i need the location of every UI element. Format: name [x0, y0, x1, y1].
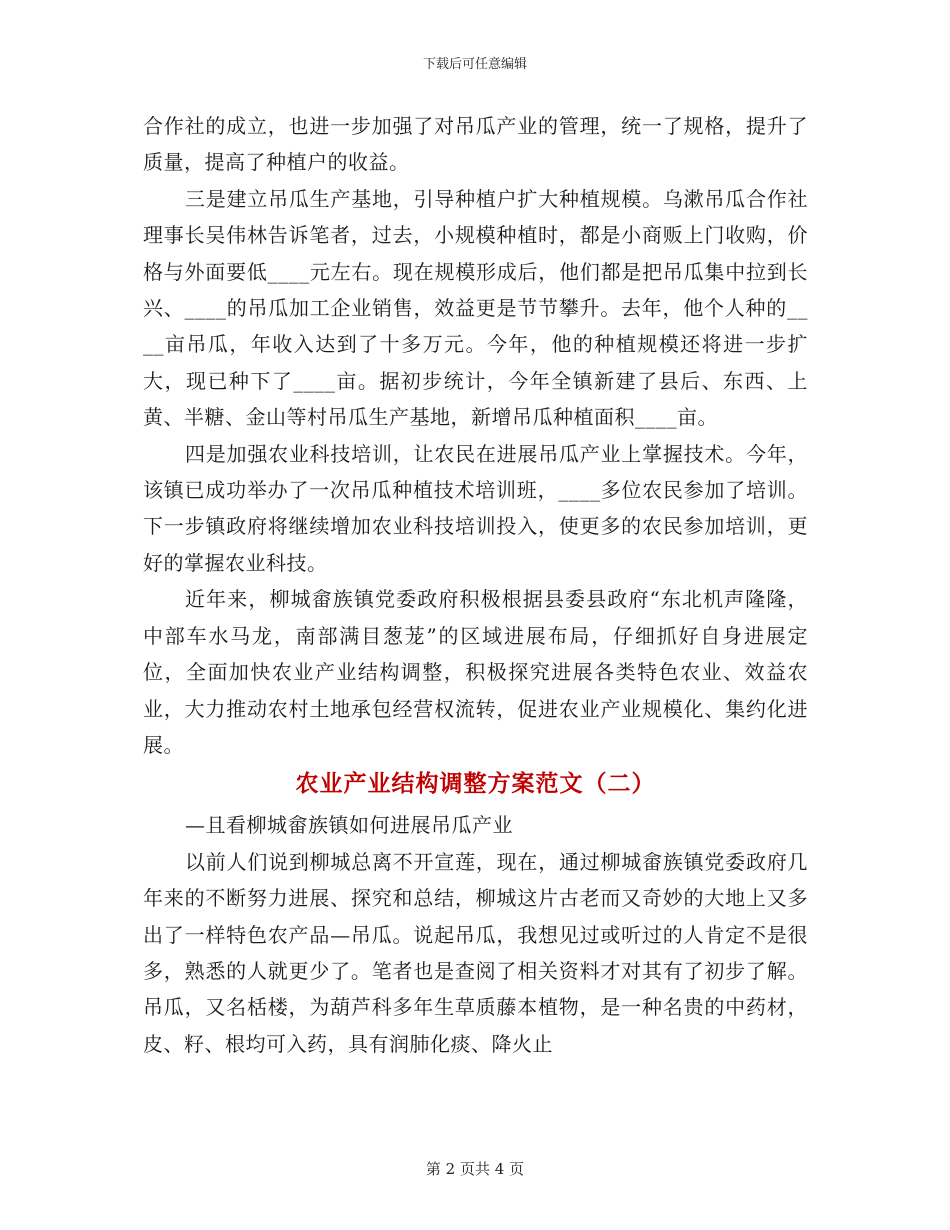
paragraph-4: 近年来，柳城畲族镇党委政府积极根据县委县政府“东北机声隆隆，中部车水马龙，南部满目葱茏”的区域进展布局，仔细抓好自身进展定位，全面加快农业产业结构调整，积极探究进展各类特色农业、效益农业，大力推动农村土地承包经营权流转，促进农业产业规模化、集约化进展。: [143, 587, 808, 757]
paragraph-3: 四是加强农业科技培训，让农民在进展吊瓜产业上掌握技术。今年，该镇已成功举办了一次吊瓜种植技术培训班，____多位农民参加了培训。下一步镇政府将继续增加农业科技培训投入，使更多的农民参加培训，更好的掌握农业科技。: [143, 441, 808, 575]
page-footer: 第 2 页共 4 页: [425, 1160, 525, 1178]
section-subtitle: —且看柳城畲族镇如何进展吊瓜产业: [185, 813, 513, 838]
paragraph-1: 合作社的成立，也进一步加强了对吊瓜产业的管理，统一了规格，提升了质量，提高了种植户的收益。: [143, 114, 808, 175]
page-header: 下载后可任意编辑: [422, 57, 527, 72]
document-body: [143, 108, 808, 1062]
paragraph-5: 以前人们说到柳城总离不开宣莲，现在，通过柳城畲族镇党委政府几年来的不断努力进展、探究和总结，柳城这片古老而又奇妙的大地上又多出了一样特色农产品—吊瓜。说起吊瓜，我想见过或听过的人肯定不是很多，熟悉的人就更少了。笔者也是查阅了相关资料才对其有了初步了解。吊瓜，又名栝楼，为葫芦科多年生草质藤本植物，是一种名贵的中药材，皮、籽、根均可入药，具有润肺化痰、降火止: [143, 849, 808, 1056]
section-title: 农业产业结构调整方案范文（二）: [295, 770, 656, 798]
paragraph-2: 三是建立吊瓜生产基地，引导种植户扩大种植规模。乌漱吊瓜合作社理事长吴伟林告诉笔者，过去，小规模种植时，都是小商贩上门收购，价格与外面要低____元左右。现在规模形成后，他们都是把吊瓜集中拉到长兴、____的吊瓜加工企业销售，效益更是节节攀升。去年，他个人种的____亩吊瓜，年收入达到了十多万元。今年，他的种植规模还将进一步扩大，现已种下了____亩。据初步统计，今年全镇新建了县后、东西、上黄、半糖、金山等村吊瓜生产基地，新增吊瓜种植面积____亩。: [143, 186, 808, 430]
